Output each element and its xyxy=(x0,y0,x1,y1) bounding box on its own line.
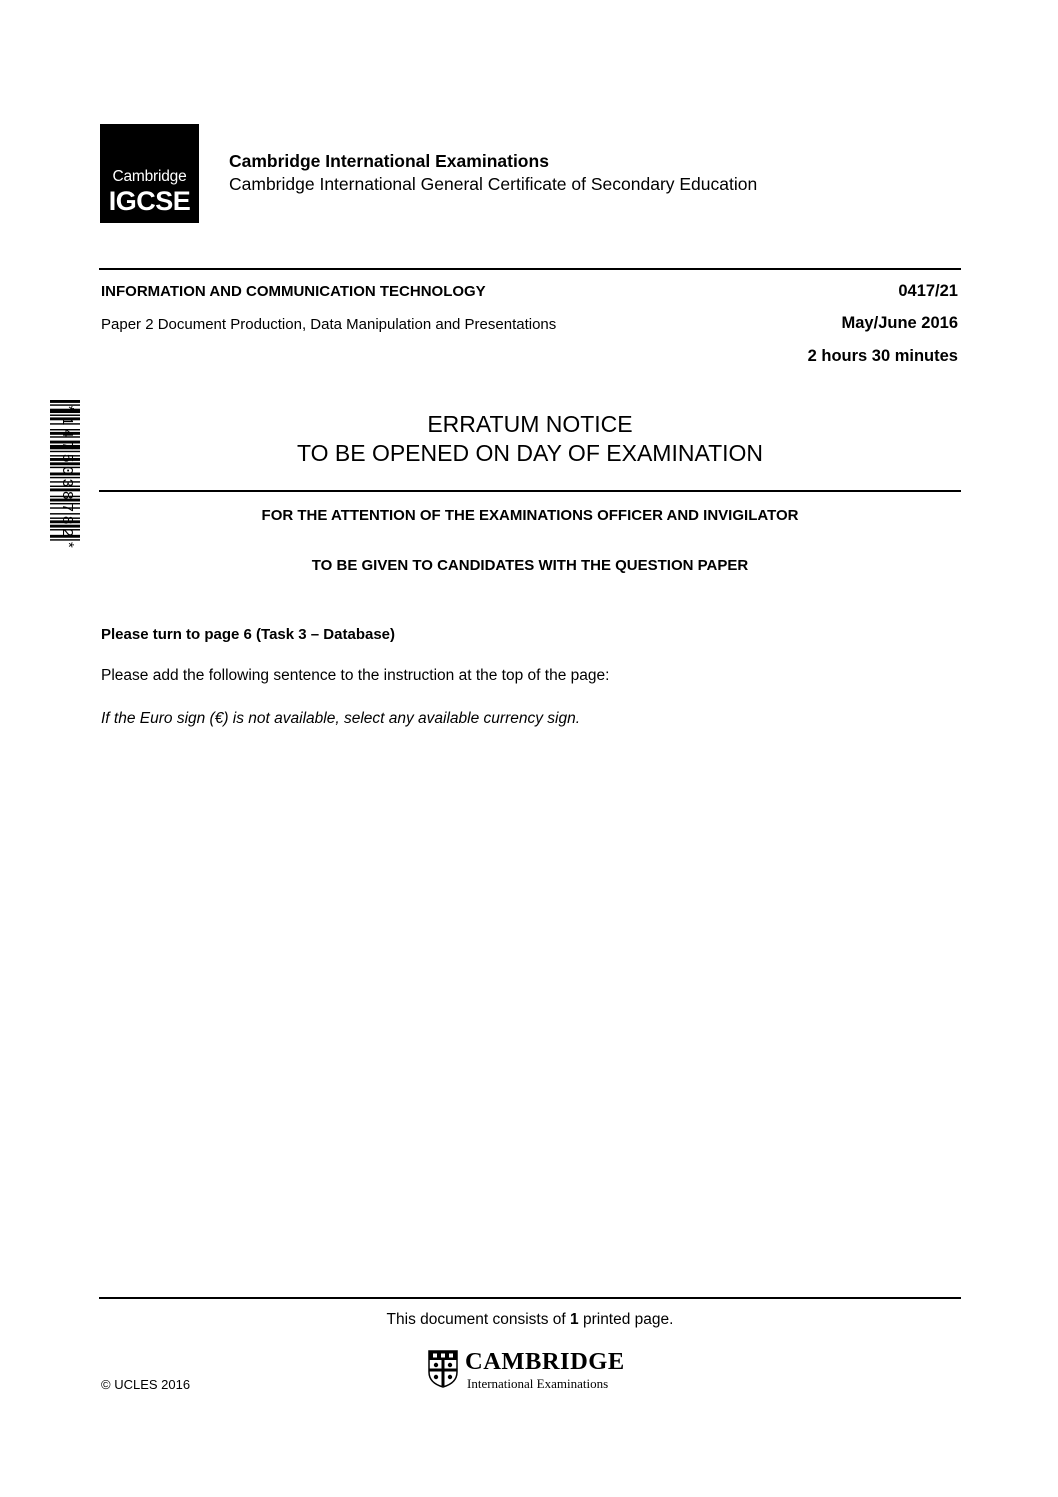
erratum-title-line-1: ERRATUM NOTICE xyxy=(427,411,633,437)
logo-line-2: IGCSE xyxy=(108,186,191,216)
barcode xyxy=(30,400,82,600)
barcode-text: *1475038782* xyxy=(58,404,75,553)
footer-divider xyxy=(99,1297,961,1299)
page-count-post: printed page. xyxy=(578,1311,674,1328)
org-title: Cambridge International Examinations xyxy=(229,151,549,171)
paper-title: Paper 2 Document Production, Data Manipulation and Presentations xyxy=(101,316,557,333)
given-line: TO BE GIVEN TO CANDIDATES WITH THE QUESTION PAPER xyxy=(311,557,749,574)
instruction-italic: If the Euro sign (€) is not available, select any available currency sign. xyxy=(101,710,581,727)
erratum-title-line-2: TO BE OPENED ON DAY OF EXAMINATION xyxy=(296,440,764,466)
org-subtitle: Cambridge International General Certificate of Secondary Education xyxy=(229,174,758,194)
notice-divider xyxy=(99,490,961,492)
top-divider xyxy=(99,268,961,270)
cambridge-wordmark-sub: International Examinations xyxy=(467,1376,609,1391)
cambridge-wordmark: CAMBRIDGE xyxy=(465,1348,625,1375)
page-count-number: 1 xyxy=(570,1311,579,1328)
crest-icon xyxy=(428,1350,458,1388)
attention-line: FOR THE ATTENTION OF THE EXAMINATIONS OFFICER AND INVIGILATOR xyxy=(261,507,799,524)
copyright: © UCLES 2016 xyxy=(101,1377,191,1392)
exam-session: May/June 2016 xyxy=(841,314,958,332)
logo-line-1: Cambridge xyxy=(112,168,187,185)
page-count-pre: This document consists of xyxy=(386,1311,571,1328)
instruction-heading: Please turn to page 6 (Task 3 – Database) xyxy=(101,626,396,643)
exam-duration: 2 hours 30 minutes xyxy=(807,347,958,365)
subject-title: INFORMATION AND COMMUNICATION TECHNOLOGY xyxy=(101,283,486,300)
syllabus-code: 0417/21 xyxy=(898,282,958,300)
page-count-note xyxy=(99,1311,961,1329)
instruction-body: Please add the following sentence to the instruction at the top of the page: xyxy=(101,667,610,684)
cambridge-igcse-logo xyxy=(100,124,199,223)
